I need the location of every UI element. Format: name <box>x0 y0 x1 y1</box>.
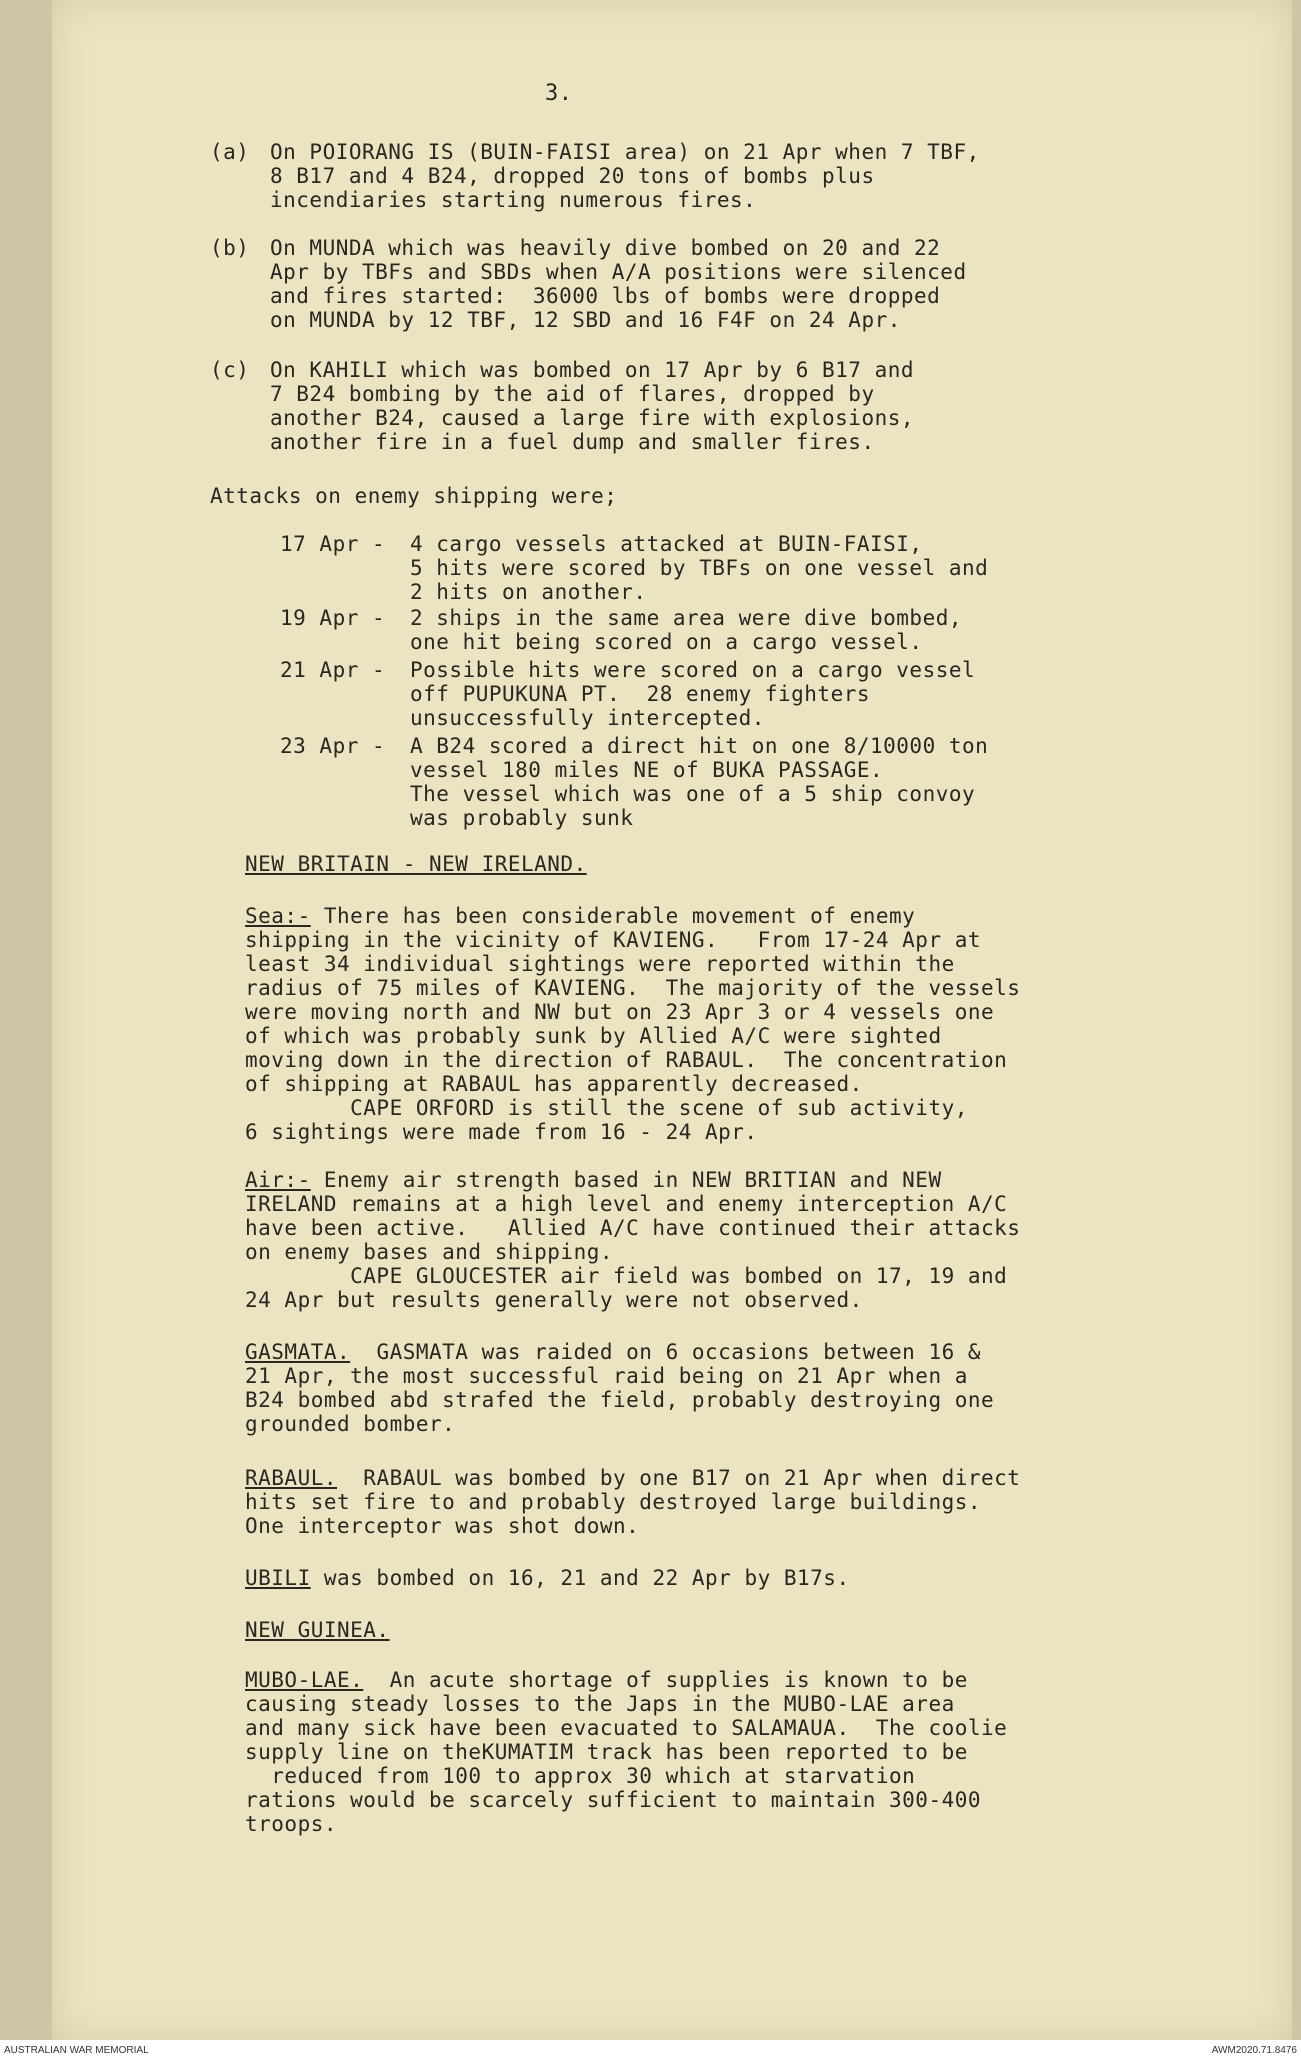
ubili-paragraph <box>245 1566 1145 1590</box>
text-line: of which was probably sunk by Allied A/C were sighted <box>245 1024 942 1048</box>
text-line: another B24, caused a large fire with explosions, <box>270 406 915 430</box>
footer-source: AUSTRALIAN WAR MEMORIAL <box>4 2045 149 2056</box>
text-line: one hit being scored on a cargo vessel. <box>410 630 923 654</box>
text-line: A B24 scored a direct hit on one 8/10000 ton <box>410 734 989 758</box>
air-paragraph <box>245 1168 1145 1312</box>
text-line: vessel 180 miles NE of BUKA PASSAGE. <box>410 758 884 782</box>
mubo-lae-label: MUBO-LAE. <box>245 1668 364 1692</box>
text-line: 2 ships in the same area were dive bombed, <box>410 606 963 630</box>
footer-bar <box>0 2040 1301 2061</box>
rabaul-paragraph <box>245 1466 1145 1538</box>
text-line: IRELAND remains at a high level and enemy interception A/C <box>245 1192 1008 1216</box>
text-line: was bombed on 16, 21 and 22 Apr by B17s. <box>310 1566 850 1590</box>
text-line: 7 B24 bombing by the aid of flares, dropped by <box>270 382 875 406</box>
text-line: moving down in the direction of RABAUL. The concentration <box>245 1048 1008 1072</box>
gasmata-paragraph <box>245 1340 1145 1436</box>
text-line: CAPE GLOUCESTER air field was bombed on 17, 19 and <box>245 1264 1008 1288</box>
text-line: and many sick have been evacuated to SALAMAUA. The coolie <box>245 1716 1008 1740</box>
text-line: another fire in a fuel dump and smaller fires. <box>270 430 875 454</box>
text-line: radius of 75 miles of KAVIENG. The majority of the vessels <box>245 976 1021 1000</box>
text-line: On POIORANG IS (BUIN-FAISI area) on 21 Apr when 7 TBF, <box>270 140 980 164</box>
item-label: (a) <box>210 140 250 164</box>
gasmata-label: GASMATA. <box>245 1340 351 1364</box>
text-line: and fires started: 36000 lbs of bombs were dropped <box>270 284 941 308</box>
text-line: Possible hits were scored on a cargo vessel <box>410 658 976 682</box>
page-number: 3. <box>545 81 573 106</box>
text-line: supply line on theKUMATIM track has been reported to be <box>245 1740 968 1764</box>
sea-paragraph <box>245 904 1145 1144</box>
text-line: of shipping at RABAUL has apparently decreased. <box>245 1072 863 1096</box>
shipping-intro: Attacks on enemy shipping were; <box>210 484 618 508</box>
text-line: B24 bombed abd strafed the field, probably destroying one <box>245 1388 995 1412</box>
text-line: An acute shortage of supplies is known to be <box>363 1668 968 1692</box>
text-line: least 34 individual sightings were reported within the <box>245 952 955 976</box>
mubo-lae-paragraph <box>245 1668 1145 1836</box>
text-line: off PUPUKUNA PT. 28 enemy fighters <box>410 682 871 706</box>
text-line: causing steady losses to the Japs in the MUBO-LAE area <box>245 1692 955 1716</box>
entry-date: 17 Apr - <box>280 532 386 556</box>
section-heading-new-guinea: NEW GUINEA. <box>245 1618 390 1642</box>
entry-date: 21 Apr - <box>280 658 386 682</box>
text-line: on MUNDA by 12 TBF, 12 SBD and 16 F4F on 24 Apr. <box>270 308 901 332</box>
text-line: troops. <box>245 1812 338 1836</box>
text-line: incendiaries starting numerous fires. <box>270 188 757 212</box>
item-label: (c) <box>210 358 250 382</box>
text-line: One interceptor was shot down. <box>245 1514 640 1538</box>
entry-date: 23 Apr - <box>280 734 386 758</box>
item-label: (b) <box>210 236 250 260</box>
text-line: unsuccessfully intercepted. <box>410 706 765 730</box>
text-line: shipping in the vicinity of KAVIENG. From 17-24 Apr at <box>245 928 982 952</box>
text-line: GASMATA was raided on 6 occasions between 16 & <box>350 1340 982 1364</box>
text-line: On MUNDA which was heavily dive bombed on 20 and 22 <box>270 236 941 260</box>
text-line: was probably sunk <box>410 806 634 830</box>
footer-accession-number: AWM2020.71.8476 <box>1211 2045 1297 2056</box>
sea-label: Sea:- <box>245 904 311 928</box>
text-line: rations would be scarcely sufficient to maintain 300-400 <box>245 1788 982 1812</box>
entry-date: 19 Apr - <box>280 606 386 630</box>
section-heading-new-britain: NEW BRITAIN - NEW IRELAND. <box>245 852 587 876</box>
text-line: On KAHILI which was bombed on 17 Apr by 6 B17 and <box>270 358 915 382</box>
text-line: 8 B17 and 4 B24, dropped 20 tons of bombs plus <box>270 164 875 188</box>
air-label: Air:- <box>245 1168 311 1192</box>
text-line: were moving north and NW but on 23 Apr 3 or 4 vessels one <box>245 1000 995 1024</box>
text-line: The vessel which was one of a 5 ship convoy <box>410 782 976 806</box>
text-line: reduced from 100 to approx 30 which at starvation <box>245 1764 916 1788</box>
text-line: hits set fire to and probably destroyed large buildings. <box>245 1490 982 1514</box>
text-line: 4 cargo vessels attacked at BUIN-FAISI, <box>410 532 923 556</box>
text-line: 24 Apr but results generally were not observed. <box>245 1288 863 1312</box>
text-line: 21 Apr, the most successful raid being on 21 Apr when a <box>245 1364 968 1388</box>
text-line: Enemy air strength based in NEW BRITIAN and NEW <box>310 1168 942 1192</box>
text-line: Apr by TBFs and SBDs when A/A positions were silenced <box>270 260 967 284</box>
text-line: There has been considerable movement of enemy <box>310 904 916 928</box>
text-line: 2 hits on another. <box>410 580 647 604</box>
text-line: grounded bomber. <box>245 1412 456 1436</box>
text-line: RABAUL was bombed by one B17 on 21 Apr when direct <box>337 1466 1021 1490</box>
ubili-label: UBILI <box>245 1566 311 1590</box>
text-line: have been active. Allied A/C have continued their attacks <box>245 1216 1021 1240</box>
text-line: on enemy bases and shipping. <box>245 1240 614 1264</box>
text-line: 5 hits were scored by TBFs on one vessel and <box>410 556 989 580</box>
text-line: CAPE ORFORD is still the scene of sub activity, <box>245 1096 968 1120</box>
rabaul-label: RABAUL. <box>245 1466 338 1490</box>
text-line: 6 sightings were made from 16 - 24 Apr. <box>245 1120 758 1144</box>
